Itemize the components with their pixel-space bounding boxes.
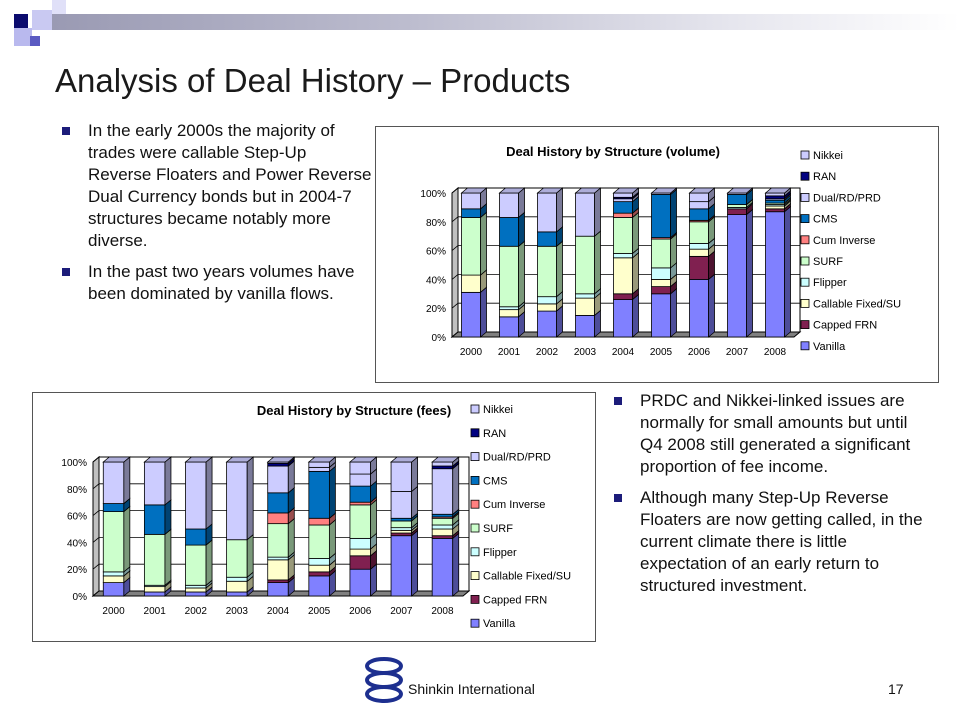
legend-label: RAN: [813, 171, 837, 184]
bar-segment: [309, 576, 330, 596]
bar-segment-side: [519, 241, 525, 306]
fees-chart: [32, 392, 596, 642]
legend-label: Capped FRN: [483, 594, 548, 607]
bar-segment: [728, 194, 747, 204]
bar-segment: [432, 536, 453, 539]
page-number: 17: [888, 681, 904, 697]
bullet-square-icon: [62, 268, 70, 276]
bar-segment: [268, 466, 289, 493]
bar-segment: [690, 209, 709, 221]
bar-segment: [103, 576, 124, 583]
bar-segment: [268, 580, 289, 583]
bar-segment: [614, 258, 633, 294]
bar-segment: [268, 513, 289, 524]
legend-label: CMS: [483, 475, 508, 488]
x-tick-label: 2008: [763, 347, 787, 358]
bar-segment: [227, 592, 248, 596]
legend-swatch: [801, 342, 809, 350]
bar-segment: [103, 504, 124, 512]
bar-segment-side: [247, 535, 253, 578]
bar-segment: [576, 236, 595, 294]
y-tick-label: 20%: [425, 304, 446, 316]
bar-segment: [268, 463, 289, 466]
legend-swatch: [801, 257, 809, 265]
bar-segment: [391, 518, 412, 521]
bullet-square-icon: [614, 397, 622, 405]
y-tick-label: 0%: [72, 592, 87, 603]
legend-swatch: [471, 500, 479, 508]
bar-segment-side: [633, 253, 639, 294]
legend-label: Flipper: [483, 546, 517, 559]
bar-segment: [766, 196, 785, 199]
bar-segment: [614, 294, 633, 300]
bar-segment: [432, 525, 453, 529]
legend-swatch: [471, 572, 479, 580]
bar-segment: [268, 583, 289, 596]
legend-swatch: [471, 595, 479, 603]
bar-segment: [391, 521, 412, 528]
bar-segment: [350, 549, 371, 556]
bar-segment: [538, 246, 557, 296]
bar-segment-side: [633, 295, 639, 337]
bar-segment-side: [453, 533, 459, 596]
bar-segment: [144, 534, 165, 585]
bar-segment: [614, 193, 633, 197]
legend-label: Dual/RD/PRD: [813, 192, 881, 205]
bar-segment: [103, 572, 124, 576]
bar-segment-side: [288, 519, 294, 558]
bar-segment: [391, 533, 412, 536]
fees-chart-svg: [33, 393, 595, 641]
bar-segment: [309, 462, 330, 467]
y-tick-label: 60%: [425, 246, 446, 258]
bullet-text: In the early 2000s the majority of trades were callable Step-Up Reverse Floaters and Power Reverse Dual Currency bonds but in 2004-7 structures became notably more diverse.: [88, 121, 372, 250]
legend-label: Flipper: [813, 277, 847, 290]
x-tick-label: 2004: [611, 347, 635, 358]
legend-label: Nikkei: [813, 150, 843, 162]
bar-segment-side: [557, 241, 563, 296]
bar-segment: [538, 297, 557, 304]
legend-swatch: [801, 215, 809, 223]
x-tick-label: 2005: [649, 347, 673, 358]
bar-segment: [690, 243, 709, 249]
bar-segment: [391, 528, 412, 531]
bar-segment: [103, 583, 124, 596]
bar-segment-side: [329, 520, 335, 559]
bar-segment: [227, 577, 248, 581]
list-item: [62, 120, 372, 252]
bar-segment: [614, 199, 633, 202]
decor-square: [14, 14, 28, 28]
y-tick-label: 0%: [431, 333, 446, 344]
volume-chart: [375, 126, 939, 383]
bar-segment-side: [481, 212, 487, 275]
bar-segment: [500, 317, 519, 337]
bar-segment: [614, 253, 633, 257]
bar-segment: [690, 249, 709, 256]
bar-segment: [432, 518, 453, 525]
bar-segment-side: [124, 507, 130, 572]
bar-segment-side: [595, 188, 601, 236]
bar-segment-side: [785, 207, 791, 337]
bar-segment: [576, 298, 595, 315]
bar-segment: [309, 572, 330, 576]
legend-swatch: [471, 619, 479, 627]
legend-label: Vanilla: [813, 340, 846, 353]
legend-swatch: [471, 405, 479, 413]
y-tick-label: 100%: [420, 189, 446, 200]
bar-segment: [500, 310, 519, 317]
legend-swatch: [471, 429, 479, 437]
bar-segment: [350, 462, 371, 474]
bar-segment: [186, 592, 207, 596]
legend-swatch: [801, 151, 809, 159]
legend-label: SURF: [483, 523, 513, 535]
bar-segment-side: [519, 212, 525, 246]
bar-segment: [614, 202, 633, 214]
bar-segment: [350, 556, 371, 569]
legend-label: Dual/RD/PRD: [483, 451, 551, 464]
bar-segment-side: [671, 289, 677, 337]
legend-swatch: [801, 299, 809, 307]
bar-segment: [462, 217, 481, 275]
legend-label: Vanilla: [483, 618, 516, 631]
plot-side-wall: [452, 188, 458, 337]
bar-segment: [432, 538, 453, 596]
bar-segment-side: [557, 188, 563, 232]
shinkin-logo-icon: [364, 657, 404, 703]
bar-segment: [268, 493, 289, 513]
footer-company: Shinkin International: [408, 681, 535, 697]
bar-segment-side: [412, 531, 418, 596]
bar-segment: [728, 205, 747, 208]
bar-segment: [766, 200, 785, 203]
x-tick-label: 2005: [307, 606, 331, 617]
bar-segment: [144, 592, 165, 596]
bar-segment-side: [165, 457, 171, 505]
bar-segment: [652, 279, 671, 286]
bar-segment: [227, 540, 248, 578]
bar-segment: [766, 193, 785, 196]
legend-label: RAN: [483, 427, 507, 440]
bar-segment: [309, 558, 330, 565]
bar-segment: [766, 209, 785, 212]
bar-segment-side: [124, 457, 130, 504]
y-tick-label: 40%: [425, 275, 446, 287]
bar-segment: [103, 512, 124, 572]
decor-square: [30, 36, 40, 46]
bar-segment-side: [412, 457, 418, 491]
volume-chart-svg: [376, 127, 938, 382]
y-tick-label: 60%: [66, 511, 87, 523]
bar-segment: [614, 213, 633, 217]
bar-segment: [103, 462, 124, 504]
bullet-text: Although many Step-Up Reverse Floaters are now getting called, in the current climate there is little expectation of an early return to structured investment.: [640, 488, 923, 595]
bar-segment: [538, 232, 557, 246]
x-tick-label: 2002: [184, 606, 207, 617]
bar-segment: [391, 536, 412, 596]
legend-label: Capped FRN: [813, 319, 878, 332]
bullet-square-icon: [62, 127, 70, 135]
bar-segment-side: [206, 540, 212, 585]
y-tick-label: 80%: [425, 217, 446, 229]
x-tick-label: 2001: [143, 606, 166, 617]
bar-segment: [538, 311, 557, 337]
bar-segment-side: [206, 457, 212, 529]
bar-segment: [576, 315, 595, 337]
legend-label: Cum Inverse: [483, 499, 546, 512]
bar-segment: [227, 581, 248, 592]
bar-segment-side: [595, 231, 601, 294]
bar-segment: [652, 194, 671, 237]
bar-segment-side: [671, 189, 677, 237]
legend-swatch: [801, 172, 809, 180]
x-tick-label: 2008: [431, 606, 454, 617]
bar-segment: [462, 209, 481, 218]
bar-segment: [309, 565, 330, 572]
bar-segment: [538, 193, 557, 232]
bar-segment: [350, 538, 371, 549]
x-tick-label: 2002: [535, 347, 559, 358]
bar-segment-side: [165, 529, 171, 585]
bar-segment: [538, 304, 557, 311]
bar-segment: [350, 505, 371, 539]
chart-title: Deal History by Structure (volume): [506, 144, 720, 159]
bullet-text: PRDC and Nikkei-linked issues are normally for small amounts but until Q4 2008 still generated a significant proportion of fee income.: [640, 391, 911, 476]
bar-segment: [309, 471, 330, 518]
legend-label: Callable Fixed/SU: [483, 570, 572, 583]
bar-segment: [690, 202, 709, 209]
bar-segment: [652, 268, 671, 280]
x-tick-label: 2003: [225, 606, 249, 617]
bar-segment: [690, 256, 709, 279]
bar-segment-side: [247, 457, 253, 540]
bar-segment: [391, 462, 412, 491]
bar-segment: [462, 292, 481, 337]
legend-swatch: [471, 453, 479, 461]
bar-segment: [186, 529, 207, 545]
legend-label: Callable Fixed/SU: [813, 298, 902, 311]
bar-segment: [576, 193, 595, 236]
list-item: [614, 487, 934, 597]
legend-swatch: [801, 321, 809, 329]
bar-segment-side: [747, 210, 753, 337]
bar-segment: [500, 217, 519, 246]
list-item: [614, 390, 934, 478]
right-bullet-list: [614, 390, 934, 606]
page-title: Analysis of Deal History – Products: [55, 62, 571, 99]
y-tick-label: 100%: [61, 458, 87, 469]
legend-swatch: [471, 476, 479, 484]
bar-segment: [391, 530, 412, 533]
bar-segment: [186, 588, 207, 592]
bar-segment: [690, 279, 709, 337]
bar-segment: [391, 491, 412, 518]
bar-segment-side: [481, 287, 487, 337]
legend-swatch: [471, 524, 479, 532]
bar-segment-side: [633, 212, 639, 253]
left-bullet-list: [62, 120, 372, 314]
x-tick-label: 2006: [349, 606, 372, 617]
bar-segment: [690, 193, 709, 202]
bar-segment: [652, 239, 671, 268]
bar-segment: [432, 529, 453, 536]
bar-segment: [309, 518, 330, 525]
chart-title: Deal History by Structure (fees): [256, 403, 452, 418]
bar-segment-side: [453, 464, 459, 515]
x-tick-label: 2007: [390, 606, 413, 617]
bar-segment: [309, 525, 330, 559]
legend-label: Cum Inverse: [813, 234, 876, 247]
legend-label: Nikkei: [483, 404, 513, 416]
bar-segment-side: [709, 274, 715, 337]
y-tick-label: 20%: [66, 565, 87, 577]
bar-segment: [500, 193, 519, 217]
bar-segment-side: [671, 234, 677, 268]
bar-segment: [432, 469, 453, 515]
bar-segment: [614, 300, 633, 337]
bar-segment: [728, 215, 747, 337]
bar-segment: [432, 466, 453, 469]
list-item: [62, 261, 372, 305]
legend-swatch: [801, 278, 809, 286]
bar-segment: [350, 569, 371, 596]
bar-segment: [186, 585, 207, 588]
plot-side-wall: [93, 457, 99, 596]
bar-segment: [350, 486, 371, 502]
bar-segment: [432, 462, 453, 466]
bar-segment: [500, 307, 519, 310]
bar-segment: [462, 275, 481, 292]
x-tick-label: 2000: [459, 347, 483, 358]
decor-square: [52, 0, 66, 14]
bar-segment-side: [165, 500, 171, 534]
bar-segment: [766, 206, 785, 209]
bar-segment-side: [329, 466, 335, 518]
bar-segment: [227, 462, 248, 540]
x-tick-label: 2004: [266, 606, 290, 617]
y-tick-label: 40%: [66, 538, 87, 550]
bar-segment: [766, 212, 785, 337]
bar-segment: [500, 246, 519, 306]
bar-segment: [462, 193, 481, 209]
bar-segment: [268, 557, 289, 560]
bar-segment: [432, 514, 453, 517]
legend-label: CMS: [813, 213, 838, 226]
bar-segment: [309, 467, 330, 471]
decor-square: [32, 10, 52, 30]
bar-segment: [350, 502, 371, 505]
bar-segment: [144, 462, 165, 505]
x-tick-label: 2003: [573, 347, 597, 358]
bar-segment: [652, 294, 671, 337]
x-tick-label: 2006: [687, 347, 711, 358]
x-tick-label: 2000: [102, 606, 125, 617]
bar-segment: [268, 560, 289, 580]
bar-segment: [690, 222, 709, 244]
bar-segment-side: [371, 500, 377, 539]
bar-segment: [652, 287, 671, 294]
bar-segment: [576, 294, 595, 298]
decor-gradient-bar: [52, 14, 960, 30]
legend-label: SURF: [813, 256, 843, 268]
bar-segment: [144, 505, 165, 534]
legend-swatch: [801, 236, 809, 244]
bar-segment: [144, 587, 165, 592]
bar-segment: [728, 209, 747, 215]
legend-swatch: [801, 193, 809, 201]
bullet-text: In the past two years volumes have been dominated by vanilla flows.: [88, 262, 355, 303]
bar-segment: [268, 524, 289, 558]
bar-segment: [350, 474, 371, 486]
bullet-square-icon: [614, 494, 622, 502]
bar-segment: [186, 545, 207, 585]
bar-segment: [186, 462, 207, 529]
bar-segment: [614, 217, 633, 253]
legend-swatch: [471, 548, 479, 556]
y-tick-label: 80%: [66, 484, 87, 496]
x-tick-label: 2001: [497, 347, 521, 358]
x-tick-label: 2007: [725, 347, 749, 358]
decor-squares: [0, 0, 80, 60]
